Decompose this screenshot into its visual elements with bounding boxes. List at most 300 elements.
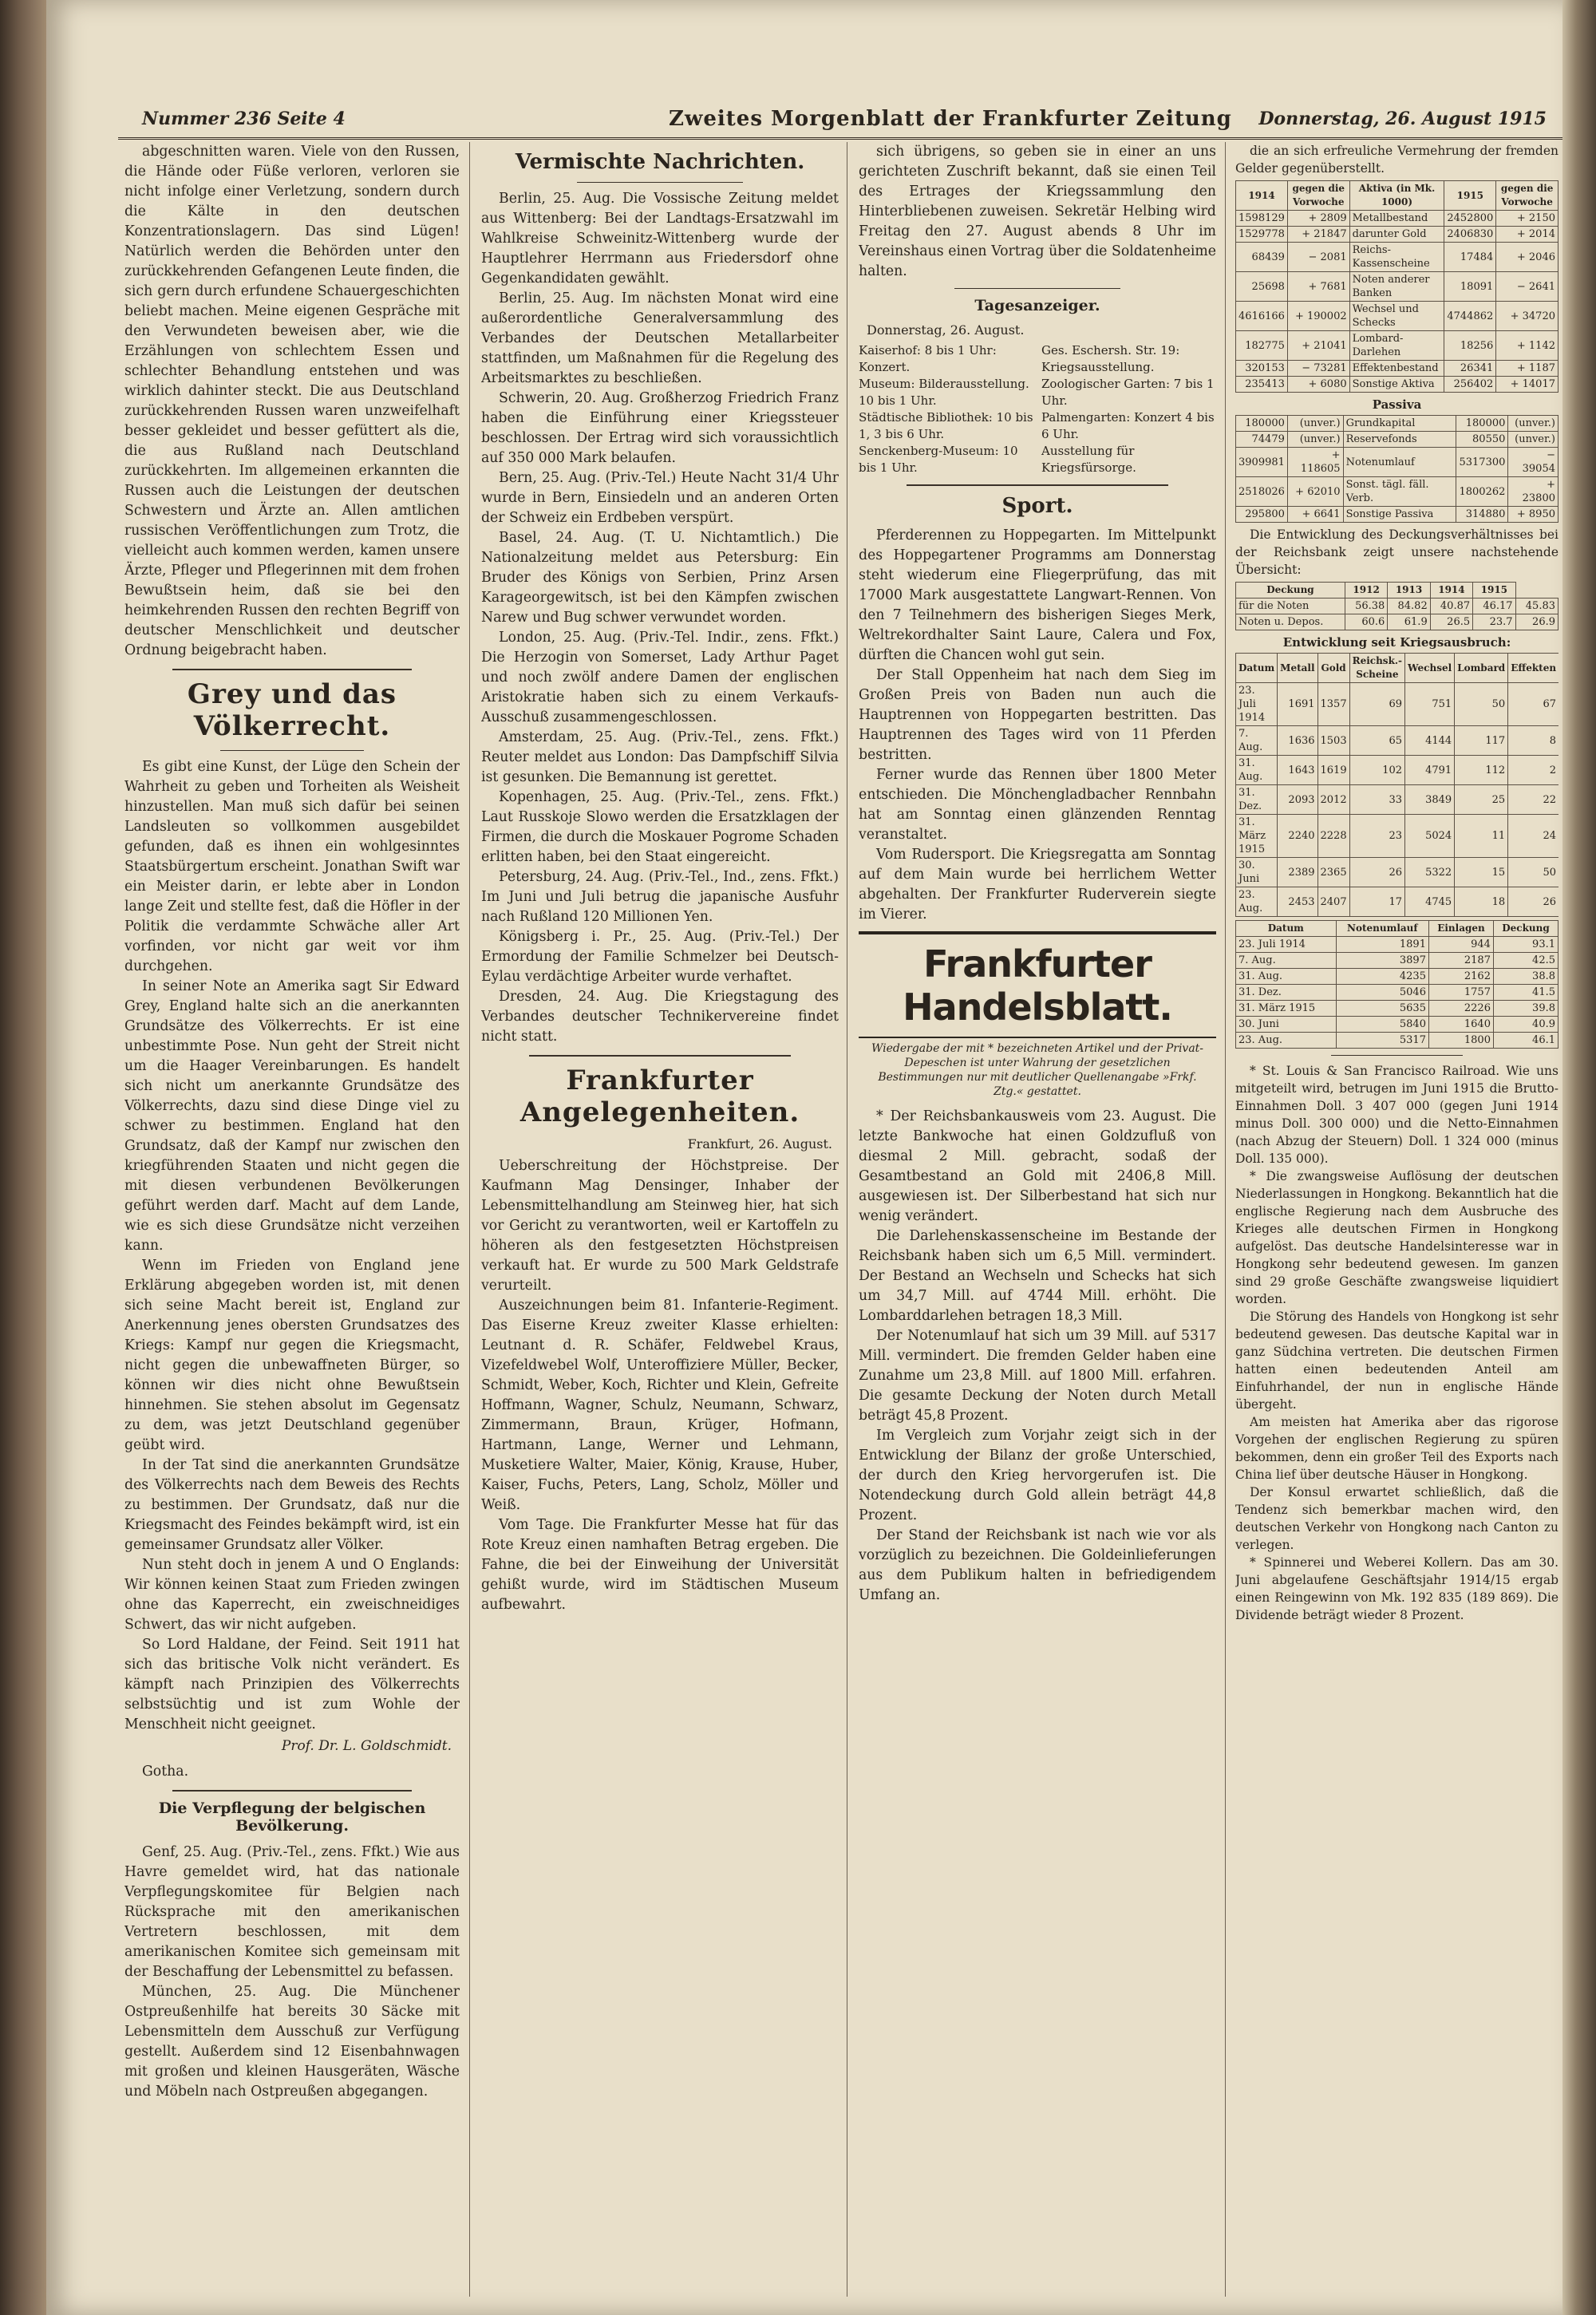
paragraph: sich übrigens, so geben sie in einer an uns gerichteten Zuschrift bekannt, daß sie einen Teil des Ertrages der Kriegssammlung den Hinterbliebenen zuweisen. Sekretär Helbing wird Freitag den 27. August abends 8 Uhr im Vereinshaus einen Vortrag über die Soldatenheime halten.	[859, 144, 1216, 279]
table-cell: 4616166	[1236, 302, 1288, 331]
table-cell: 235413	[1236, 377, 1288, 393]
table-cell: 31. Aug.	[1236, 756, 1278, 785]
coverage-table	[1235, 582, 1558, 630]
table-row	[1236, 985, 1558, 1001]
table-row	[1236, 726, 1559, 756]
column-header: gegen die Vorwoche	[1287, 181, 1349, 211]
column-header: Effekten	[1508, 654, 1558, 683]
listing-row	[859, 342, 1216, 376]
table-cell: 182775	[1236, 331, 1288, 361]
issue-date: Donnerstag, 26. August 1915	[1258, 109, 1547, 129]
table-cell: 38.8	[1493, 969, 1558, 985]
listing-entry: Senckenberg-Museum: 10 bis 1 Uhr.	[859, 444, 1018, 475]
bank-passiva-table	[1235, 415, 1558, 523]
column-rule	[1225, 142, 1226, 2297]
divider	[529, 1055, 791, 1057]
table-cell: + 21041	[1287, 331, 1349, 361]
table-row	[1236, 302, 1558, 331]
news-item: Berlin, 25. Aug. Im nächsten Monat wird eine außerordentliche Generalversammlung des Verbandes der Deutschen Metallarbeiter stattfinden, um Maßnahmen für die Regelung des Arbeitsmarktes zu beschließen.	[481, 290, 839, 386]
table-cell: Noten u. Depos.	[1236, 614, 1345, 630]
table-cell: 1619	[1317, 756, 1349, 785]
column-3	[859, 142, 1216, 2297]
column-header: Deckung	[1493, 921, 1558, 937]
table-cell: 18256	[1444, 331, 1496, 361]
paragraph: Die Darlehenskassenscheine im Bestande der Reichsbank haben sich um 6,5 Mill. vermindert. Der Bestand an Wechseln und Schecks hat sich um 34,7 Mill. auf 4744 Mill. erhöht. Die Lombarddarlehen betragen 18,3 Mill.	[859, 1228, 1216, 1324]
paragraph: Die Entwicklung des Deckungsverhältnisses bei der Reichsbank zeigt unsere nachstehende Übersicht:	[1235, 527, 1558, 577]
table-cell: 1529778	[1236, 227, 1288, 243]
table-cell: 24	[1508, 815, 1558, 858]
table-cell: (unver.)	[1508, 416, 1558, 432]
table-body	[1236, 683, 1559, 917]
table-row	[1236, 448, 1558, 477]
table-cell: 1357	[1317, 683, 1349, 726]
table-cell: 256402	[1444, 377, 1496, 393]
table-cell: 7. Aug.	[1236, 953, 1337, 969]
table-cell: 15	[1455, 858, 1508, 887]
table-cell: 56.38	[1345, 599, 1387, 614]
table-cell: 60.6	[1345, 614, 1387, 630]
column-header: 1914	[1430, 583, 1472, 599]
table-cell: 23. Aug.	[1236, 1033, 1337, 1049]
table-cell: 2365	[1317, 858, 1349, 887]
table-cell: 2389	[1278, 858, 1317, 887]
column-header: 1912	[1345, 583, 1387, 599]
table-cell: 2240	[1278, 815, 1317, 858]
table-row	[1236, 211, 1558, 227]
table-body	[1236, 416, 1558, 523]
table-cell: 2	[1508, 756, 1558, 785]
listing-row	[859, 443, 1216, 476]
table-cell: 23. Aug.	[1236, 887, 1278, 917]
paper-title: Zweites Morgenblatt der Frankfurter Zeitung	[669, 107, 1232, 131]
table-cell: 1800	[1428, 1033, 1493, 1049]
table-row	[1236, 756, 1559, 785]
table-cell: 61.9	[1388, 614, 1430, 630]
table-body	[1236, 599, 1558, 630]
paragraph: * Die zwangsweise Auflösung der deutschen Niederlassungen in Hongkong. Bekanntlich hat die englische Regierung nach dem Ausbruche des Krieges alle deutschen Firmen in Hongkong aufgelöst. Das deutsche Handelsinteresse war in Hongkong sehr bedeutend gewesen. Im ganzen sind 29 große Geschäfte zwangsweise liquidiert worden.	[1235, 1169, 1558, 1306]
table-cell: 31. März 1915	[1236, 815, 1278, 858]
table-cell: + 62010	[1287, 477, 1343, 507]
table-cell: 31. März 1915	[1236, 1001, 1337, 1017]
table-cell: + 2014	[1496, 227, 1558, 243]
table-row	[1236, 377, 1558, 393]
table-row	[1236, 683, 1559, 726]
table-cell: 1800262	[1456, 477, 1508, 507]
table-cell: 320153	[1236, 361, 1288, 377]
listing-row	[859, 376, 1216, 409]
table-cell: 50	[1455, 683, 1508, 726]
table-cell: 84.82	[1388, 599, 1430, 614]
table-cell: 4235	[1336, 969, 1428, 985]
table-caption	[1235, 526, 1558, 579]
news-item: Berlin, 25. Aug. Die Vossische Zeitung meldet aus Wittenberg: Bei der Landtags-Ersatzwahl im Wahlkreise Schweinitz-Wittenberg wurde der Hauptlehrer Herrmann aus Friedersdorf ohne Gegenkandidaten gewählt.	[481, 191, 839, 286]
table-cell: 2452800	[1444, 211, 1496, 227]
table-cell: 18091	[1444, 272, 1496, 302]
table-cell: + 8950	[1508, 507, 1558, 523]
table-cell: 180000	[1236, 416, 1288, 432]
dateline: Donnerstag, 26. August.	[867, 322, 1025, 338]
masthead	[118, 104, 1562, 140]
table-cell: Metallbestand	[1349, 211, 1444, 227]
article-continued	[859, 142, 1216, 282]
table-body	[1236, 937, 1558, 1049]
table-cell: 25698	[1236, 272, 1288, 302]
paragraph: Am meisten hat Amerika aber das rigorose Vorgehen der englischen Regierung zu spüren bekommen, denn ein großer Teil des Exports nach China lief über deutsche Häuser in Hongkong.	[1235, 1415, 1558, 1482]
listing-entry: Städtische Bibliothek: 10 bis 1, 3 bis 6 Uhr.	[859, 410, 1033, 441]
table-cell: 1598129	[1236, 211, 1288, 227]
table-cell: + 14017	[1496, 377, 1558, 393]
newspaper-page	[46, 0, 1562, 2315]
table-cell: 314880	[1456, 507, 1508, 523]
paragraph: So Lord Haldane, der Feind. Seit 1911 hat sich das britische Volk nicht verändert. Es kämpft nach Prinzipien des Völkerrechts selbstsüchtig und ist zum Wohle der Menschheit nicht geeignet.	[124, 1637, 460, 1732]
table-cell: Sonstige Passiva	[1343, 507, 1456, 523]
table-cell: − 39054	[1508, 448, 1558, 477]
paragraph: Es gibt eine Kunst, der Lüge den Schein der Wahrheit zu geben und Torheiten als Weisheit hinzustellen. Man muß sich dafür bei seinen Landsleuten so vollkommen ausgebildet gefunden, daß es ihnen ein wohlgesinntes Staatsbürgertum erscheint. Jonathan Swift war ein Meister darin, er lebte aber in London lange Zeit und stellte fest, daß die Höfler in der Politik die verdammte Schwäche aller Art vorfinden, vor nicht gar weit vor ihm durchgehen.	[124, 759, 460, 974]
table-cell: 5322	[1405, 858, 1455, 887]
column-header: Deckung	[1236, 583, 1345, 599]
development-table	[1235, 653, 1558, 917]
paragraph: Ferner wurde das Rennen über 1800 Meter entschieden. Die Mönchengladbacher Rennbahn hat am Sonntag einen glänzenden Renntag veranstaltet.	[859, 767, 1216, 843]
headline-frankfurter-angelegenheiten: Frankfurter Angelegenheiten.	[519, 1065, 800, 1128]
table-cell: 5024	[1405, 815, 1455, 858]
table-cell: 2407	[1317, 887, 1349, 917]
table-row	[1236, 416, 1558, 432]
table-cell: 117	[1455, 726, 1508, 756]
table-cell: 1640	[1428, 1017, 1493, 1033]
table-cell: 1691	[1278, 683, 1317, 726]
news-item: Schwerin, 20. Aug. Großherzog Friedrich Franz haben die Einführung einer Kriegssteuer beschlossen. Der Ertrag wird sich voraussichtlich auf 350 000 Mark belaufen.	[481, 390, 839, 466]
column-header: Notenumlauf	[1336, 921, 1428, 937]
column-2	[481, 142, 839, 2297]
article-belgian	[124, 1843, 460, 2102]
listing-entry: Ausstellung für Kriegsfürsorge.	[1041, 444, 1136, 475]
paragraph: * Der Reichsbankausweis vom 23. August. Die letzte Bankwoche hat einen Goldzufluß von diesmal 2 Mill. gebracht, sodaß der Gesamtbestand an Gold mit 2406,8 Mill. ausgewiesen ist. Der Silberbestand hat sich nur wenig verändert.	[859, 1108, 1216, 1224]
table-cell: 3897	[1336, 953, 1428, 969]
article-grey	[124, 757, 460, 1735]
table-cell: (unver.)	[1287, 416, 1343, 432]
table-cell: + 2046	[1496, 243, 1558, 272]
table-cell: 68439	[1236, 243, 1288, 272]
table-cell: 2453	[1278, 887, 1317, 917]
table-cell: + 23800	[1508, 477, 1558, 507]
listing-row	[859, 409, 1216, 443]
table-row	[1236, 227, 1558, 243]
column-header: Wechsel	[1405, 654, 1455, 683]
table-cell: 5635	[1336, 1001, 1428, 1017]
table-cell: + 6641	[1287, 507, 1343, 523]
table-cell: 11	[1455, 815, 1508, 858]
listing-entry: Palmengarten: Konzert 4 bis 6 Uhr.	[1041, 410, 1215, 441]
table-row	[1236, 858, 1559, 887]
table-row	[1236, 243, 1558, 272]
table-cell: + 34720	[1496, 302, 1558, 331]
table-row	[1236, 432, 1558, 448]
divider	[172, 1790, 412, 1792]
table-cell: 5840	[1336, 1017, 1428, 1033]
table-cell: 40.87	[1430, 599, 1472, 614]
book-spine	[0, 0, 46, 2315]
paragraph: Der Stand der Reichsbank ist nach wie vor als vorzüglich zu bezeichnen. Die Goldeinlieferungen aus dem Publikum halten in befriedigendem Umfang an.	[859, 1527, 1216, 1603]
news-item: Amsterdam, 25. Aug. (Priv.-Tel., zens. Ffkt.) Reuter meldet aus London: Das Dampfschiff Silvia ist gesunken. Die Bemannung ist gerettet.	[481, 729, 839, 785]
table-cell: Wechsel und Schecks	[1349, 302, 1444, 331]
page-edge	[1562, 0, 1596, 2315]
table-cell: (unver.)	[1287, 432, 1343, 448]
headline-belgian: Die Verpflegung der belgischen Bevölkerung.	[158, 1799, 426, 1835]
headline-tagesanzeiger: Tagesanzeiger.	[974, 297, 1100, 314]
paragraph: Der Stall Oppenheim hat nach dem Sieg im Großen Preis von Baden nun auch die Hauptrennen von Hoppegarten bestritten. Das Hauptrennen des Tages wird von 11 Pferden bestritten.	[859, 667, 1216, 763]
column-header: Datum	[1236, 654, 1278, 683]
table-cell: − 73281	[1287, 361, 1349, 377]
listing-entry: Zoologischer Garten: 7 bis 1 Uhr.	[1041, 377, 1215, 408]
table-cell: 3849	[1405, 785, 1455, 815]
table-cell: 80550	[1456, 432, 1508, 448]
table-cell: 4745	[1405, 887, 1455, 917]
table-cell: 39.8	[1493, 1001, 1558, 1017]
table-cell: 2228	[1317, 815, 1349, 858]
table-cell: + 2150	[1496, 211, 1558, 227]
table-cell: 30. Juni	[1236, 1017, 1337, 1033]
table-cell: Sonst. tägl. fäll. Verb.	[1343, 477, 1456, 507]
table-cell: 26	[1349, 858, 1404, 887]
table-cell: + 21847	[1287, 227, 1349, 243]
column-header: Lombard	[1455, 654, 1508, 683]
table-row	[1236, 887, 1559, 917]
table-cell: 4791	[1405, 756, 1455, 785]
event-listing	[859, 342, 1216, 476]
table-cell: 23	[1349, 815, 1404, 858]
table-cell: 41.5	[1493, 985, 1558, 1001]
article-reichsbank	[859, 1107, 1216, 1606]
article-vermischte	[481, 189, 839, 1047]
table-cell: Lombard-Darlehen	[1349, 331, 1444, 361]
table-cell: − 2641	[1496, 272, 1558, 302]
table-row	[1236, 953, 1558, 969]
table-cell: 1636	[1278, 726, 1317, 756]
paragraph: Wenn im Frieden von England jene Erklärung abgegeben worden ist, mit denen sich seine Macht bereit ist, England zur Anerkennung jenes obersten Grundsatzes des Kriegs: Kampf nur gegen die Kriegsmacht, nicht gegen die unbewaffneten Bürger, so können wir dies nicht ohne Bewußtsein hinnehmen. Sie stehen absolut im Gegensatz zu dem, was jetzt Deutschland gegenüber geübt wird.	[124, 1258, 460, 1453]
divider	[1331, 1055, 1463, 1056]
table-cell: 17	[1349, 887, 1404, 917]
column-header: 1915	[1444, 181, 1496, 211]
paragraph: München, 25. Aug. Die Münchener Ostpreußenhilfe hat bereits 30 Säcke mit Lebensmitteln dem Ausschuß zur Verfügung gestellt. Außerdem sind 12 Eisenbahnwagen mit großen und kleinen Hausgeräten, Wäsche und Möbeln nach Ostpreußen abgegangen.	[124, 1984, 460, 2100]
table-row	[1236, 599, 1558, 614]
table-title: Entwicklung seit Kriegsausbruch:	[1282, 635, 1511, 650]
table-cell: 25	[1455, 785, 1508, 815]
table-cell: + 7681	[1287, 272, 1349, 302]
news-item: Königsberg i. Pr., 25. Aug. (Priv.-Tel.) Der Ermordung der Familie Schmelzer bei Deutsch-Eylau verdächtige Arbeiter wurde verhaftet.	[481, 929, 839, 985]
table-cell: Effektenbestand	[1349, 361, 1444, 377]
paragraph: Die Störung des Handels von Hongkong ist sehr bedeutend gewesen. Das deutsche Kapital war in ganz Südchina vertreten. Die deutschen Firmen hatten einen bedeutenden Anteil am Einfuhrhandel, der nun in englische Hände übergeht.	[1235, 1310, 1558, 1412]
table-cell: 23.7	[1473, 614, 1515, 630]
table-header-row	[1236, 654, 1559, 683]
table-cell: 2012	[1317, 785, 1349, 815]
table-header-row	[1236, 181, 1558, 211]
table-row	[1236, 815, 1559, 858]
article-text	[124, 142, 460, 661]
table-cell: 1757	[1428, 985, 1493, 1001]
headline-vermischte: Vermischte Nachrichten.	[515, 150, 805, 174]
table-cell: 50	[1508, 858, 1558, 887]
divider	[577, 182, 743, 183]
table-cell: 5046	[1336, 985, 1428, 1001]
table-cell: Reservefonds	[1343, 432, 1456, 448]
table-cell: + 1187	[1496, 361, 1558, 377]
news-item: Dresden, 24. Aug. Die Kriegstagung des Verbandes deutscher Technikervereine findet nicht statt.	[481, 989, 839, 1045]
table-cell: 26.5	[1430, 614, 1472, 630]
paragraph: Ueberschreitung der Höchstpreise. Der Kaufmann Mag Densinger, Inhaber der Lebensmittelhandlung am Steinweg hier, hat sich vor Gericht zu verantworten, weil er Kartoffeln zu höheren als den festgesetzten Höchstpreisen verkauft hat. Er wurde zu 500 Mark Geldstrafe verurteilt.	[481, 1158, 839, 1294]
table-body	[1236, 211, 1558, 393]
article-continued	[1235, 142, 1558, 177]
table-cell: 31. Aug.	[1236, 969, 1337, 985]
table-cell: Sonstige Aktiva	[1349, 377, 1444, 393]
notes-table	[1235, 920, 1558, 1049]
table-cell: 1503	[1317, 726, 1349, 756]
listing-entry: Kaiserhof: 8 bis 1 Uhr: Konzert.	[859, 343, 997, 374]
table-row	[1236, 1001, 1558, 1017]
table-cell: 4144	[1405, 726, 1455, 756]
paragraph: die an sich erfreuliche Vermehrung der fremden Gelder gegenüberstellt.	[1235, 144, 1558, 176]
table-cell: 1891	[1336, 937, 1428, 953]
paragraph: * St. Louis & San Francisco Railroad. Wie uns mitgeteilt wird, betrugen im Juni 1915 die Brutto-Einnahmen Doll. 3 407 000 (gegen Juni 1914 minus Doll. 300 000) und die Netto-Einnahmen (nach Abzug der Steuern) Doll. 1 324 000 (minus Doll. 135 000).	[1235, 1064, 1558, 1166]
table-header-row	[1236, 583, 1558, 599]
column-4	[1235, 142, 1558, 2297]
column-header: Datum	[1236, 921, 1337, 937]
table-cell: 2187	[1428, 953, 1493, 969]
table-cell: 180000	[1456, 416, 1508, 432]
table-cell: + 118605	[1287, 448, 1343, 477]
table-cell: 30. Juni	[1236, 858, 1278, 887]
table-cell: 102	[1349, 756, 1404, 785]
copyright-note: Wiedergabe der mit * bezeichneten Artikel und der Privat-Depeschen ist unter Wahrung der gesetzlichen Bestimmungen nur mit deutlicher Quellenangabe »Frkf. Ztg.« gestattet.	[871, 1042, 1204, 1098]
paragraph: In seiner Note an Amerika sagt Sir Edward Grey, England halte sich an die anerkannten Grundsätze des Völkerrechts. Er ist eine unbestimmte Pose. Nun geht der Streit nicht um die Haager Vereinbarungen. Es handelt sich nicht um anerkannte Grundsätze des Völkerrechts, dazu sind diese Dinge viel zu schwer zu bestimmen. England hat den Grundsatz, daß der Kampf nur zwischen den kriegführenden Staaten und nicht gegen die mit diesen verbundenen Bevölkerungen geführt werden darf. Macht auf dem Lande, wie es sich diese Grundsätze nicht verzeihen kann.	[124, 978, 460, 1254]
table-row	[1236, 1017, 1558, 1033]
page-number: Nummer 236 Seite 4	[142, 109, 346, 129]
paragraph: Auszeichnungen beim 81. Infanterie-Regiment. Das Eiserne Kreuz zweiter Klasse erhielten: Leutnant d. R. Schäfer, Feldwebel Kraus, Vizefeldwebel Wolf, Unteroffiziere Müller, Becker, Schmidt, Weber, Koch, Richter und Klein, Gefreite Hoffmann, Wagner, Schulz, Neumann, Schwarz, Zimmermann, Braun, Krüger, Hofmann, Hartmann, Lange, Werner und Lehmann, Musketiere Walter, Maier, König, Krause, Huber, Kaiser, Fuchs, Peters, Lang, Scholz, Möller und Weiß.	[481, 1298, 839, 1513]
table-cell: 8	[1508, 726, 1558, 756]
column-header: Metall	[1278, 654, 1317, 683]
table-cell: 40.9	[1493, 1017, 1558, 1033]
table-cell: 31. Dez.	[1236, 985, 1337, 1001]
table-row	[1236, 1033, 1558, 1049]
table-cell: 112	[1455, 756, 1508, 785]
listing-entry: Ges. Eschersh. Str. 19: Kriegsausstellung.	[1041, 343, 1180, 374]
paragraph: Pferderennen zu Hoppegarten. Im Mittelpunkt des Hoppegartener Programms am Donnerstag steht wiederum eine Fliegerprüfung, das mit 17000 Mark ausgestattete Langwart-Rennen. Von den 7 Teilnehmern des bisherigen Sieges Merk, Weltrekordhalter Saint Laure, Calera und Fox, dürften die Chancen wohl gut sein.	[859, 527, 1216, 663]
divider	[954, 288, 1120, 289]
table-cell: 7. Aug.	[1236, 726, 1278, 756]
news-item: Petersburg, 24. Aug. (Priv.-Tel., Ind., zens. Ffkt.) Im Juni und Juli betrug die japanische Ausfuhr nach Rußland 120 Millionen Yen.	[481, 869, 839, 925]
paragraph: Nun steht doch in jenem A und O Englands: Wir können keinen Staat zum Frieden zwingen ohne das Kaperrecht, ein zweischneidiges Schwert, das wir nicht aufgeben.	[124, 1557, 460, 1633]
table-cell: für die Noten	[1236, 599, 1345, 614]
table-cell: Notenumlauf	[1343, 448, 1456, 477]
column-header: Reichsk.-Scheine	[1349, 654, 1404, 683]
table-row	[1236, 361, 1558, 377]
table-cell: 42.5	[1493, 953, 1558, 969]
table-cell: 31. Dez.	[1236, 785, 1278, 815]
paragraph: Im Vergleich zum Vorjahr zeigt sich in der Entwicklung der Bilanz der große Unterschied, der durch den Krieg hervorgerufen ist. Die Notendeckung durch Gold allein beträgt 44,8 Prozent.	[859, 1428, 1216, 1523]
table-cell: 2518026	[1236, 477, 1288, 507]
table-cell: 2406830	[1444, 227, 1496, 243]
article-financial-news	[1235, 1062, 1558, 1624]
table-cell: darunter Gold	[1349, 227, 1444, 243]
paragraph: In der Tat sind die anerkannten Grundsätze des Völkerrechts nach dem Beweis des Rechts zu bestimmen. Der Grundsatz, daß nur die Kriegsmacht des Feindes bekämpft wird, ist ein gemeinsamer Grundsatz aller Völker.	[124, 1457, 460, 1553]
paragraph: Vom Tage. Die Frankfurter Messe hat für das Rote Kreuz einen namhaften Betrag ergeben. Die Fahne, die bei der Einweihung der Universität gehißt wurde, wird im Städtischen Museum aufbewahrt.	[481, 1517, 839, 1613]
table-cell: − 2081	[1287, 243, 1349, 272]
table-row	[1236, 969, 1558, 985]
paragraph: Der Konsul erwartet schließlich, daß die Tendenz sich bemerkbar machen wird, den deutschen Verkehr von Hongkong nach Canton zu verlegen.	[1235, 1485, 1558, 1552]
divider	[220, 750, 364, 751]
table-row	[1236, 477, 1558, 507]
dateline: Frankfurt, 26. August.	[687, 1136, 832, 1152]
listing-entry: Museum: Bilderausstellung. 10 bis 1 Uhr.	[859, 377, 1029, 408]
table-cell: (unver.)	[1508, 432, 1558, 448]
table-cell: 751	[1405, 683, 1455, 726]
headline-sport: Sport.	[1001, 494, 1073, 518]
news-item: Kopenhagen, 25. Aug. (Priv.-Tel., zens. Ffkt.) Laut Russkoje Slowo werden die Ersatzklagen der Firmen, die durch die Moskauer Pogrome Schaden erlitten haben, bei den Staat eingereicht.	[481, 789, 839, 865]
paragraph: Genf, 25. Aug. (Priv.-Tel., zens. Ffkt.) Wie aus Havre gemeldet wird, hat das nationale Verpflegungskomitee für Belgien nach Rücksprache mit den amerikanischen Vertretern beschlossen, mit dem amerikanischen Komitee sich gemeinsam mit der Beschaffung der Lebensmittel zu befassen.	[124, 1844, 460, 1980]
table-cell: 5317300	[1456, 448, 1508, 477]
column-header: Einlagen	[1428, 921, 1493, 937]
table-cell: Reichs-Kassenscheine	[1349, 243, 1444, 272]
table-cell: 74479	[1236, 432, 1288, 448]
table-row	[1236, 614, 1558, 630]
table-row	[1236, 331, 1558, 361]
article-sport	[859, 526, 1216, 925]
table-cell: + 1142	[1496, 331, 1558, 361]
column-rule	[469, 142, 470, 2297]
table-cell: 3909981	[1236, 448, 1288, 477]
table-cell: 93.1	[1493, 937, 1558, 953]
news-item: London, 25. Aug. (Priv.-Tel. Indir., zens. Ffkt.) Die Herzogin von Somerset, Lady Arthur Paget und noch zwölf andere Damen der englischen Aristokratie haben sich zu einem Verkaufs-Ausschuß zusammengeschlossen.	[481, 630, 839, 725]
table-cell: 46.1	[1493, 1033, 1558, 1049]
table-cell: 17484	[1444, 243, 1496, 272]
table-cell: 69	[1349, 683, 1404, 726]
column-header: 1915	[1473, 583, 1515, 599]
column-header: Aktiva (in Mk. 1000)	[1349, 181, 1444, 211]
table-cell: 295800	[1236, 507, 1288, 523]
table-cell: 18	[1455, 887, 1508, 917]
table-cell: 23. Juli 1914	[1236, 683, 1278, 726]
column-header: 1913	[1388, 583, 1430, 599]
divider	[907, 484, 1168, 486]
section-title-handelsblatt: Frankfurter Handelsblatt.	[859, 931, 1216, 1038]
table-cell: Grundkapital	[1343, 416, 1456, 432]
table-cell: 46.17	[1473, 599, 1515, 614]
column-header: Gold	[1317, 654, 1349, 683]
place-line: Gotha.	[142, 1764, 189, 1780]
table-row	[1236, 272, 1558, 302]
table-cell: 26341	[1444, 361, 1496, 377]
news-item: Bern, 25. Aug. (Priv.-Tel.) Heute Nacht 31/4 Uhr wurde in Bern, Einsiedeln und an anderen Orten der Schweiz ein Erdbeben verspürt.	[481, 470, 839, 526]
table-cell: 26	[1508, 887, 1558, 917]
paragraph: abgeschnitten waren. Viele von den Russen, die Hände oder Füße verloren, verloren sie nicht infolge einer Verletzung, sondern durch die Kälte in den deutschen Konzentrationslagern. Das sind Lügen! Natürlich werden die Behörden unter den zurückkehrenden Gefangenen Leute finden, die sich gern durch erfundene Schauergeschichten beliebt machen. Meine eigenen Gespräche mit den Verwundeten beweisen aber, wie die Erzählungen von schlechtem Essen und schlechter Behandlung entstehen und was wirklich dahinter steckt. Die aus Deutschland zurückkehrenden Russen waren unzweifelhaft besser gekleidet und besser gefüttert als die, die aus Rußland nach Deutschland zurückkehrten. Im allgemeinen erkannten die Russen auch die Leistungen der deutschen Schwestern und Ärzte an. Allen amtlichen russischen Veröffentlichungen zum Trotz, die vielleicht auch kommen werden, kamen unsere Ärzte, Pfleger und Pflegerinnen mit dem frohen Bewußtsein heim, daß sie bei den heimkehrenden Russen den rechten Begriff von deutscher Menschlichkeit und deutscher Ordnung beigebracht haben.	[124, 144, 460, 658]
table-cell: + 2809	[1287, 211, 1349, 227]
column-header: 1914	[1236, 181, 1288, 211]
table-cell: 26.9	[1515, 614, 1558, 630]
table-cell: + 6080	[1287, 377, 1349, 393]
paragraph: Vom Rudersport. Die Kriegsregatta am Sonntag auf dem Main wurde bei herrlichem Wetter abgehalten. Der Frankfurter Ruderverein siegte im Vierer.	[859, 847, 1216, 922]
column-1	[124, 142, 460, 2297]
table-cell: 23. Juli 1914	[1236, 937, 1337, 953]
table-row	[1236, 937, 1558, 953]
table-cell: 1643	[1278, 756, 1317, 785]
table-cell: 67	[1508, 683, 1558, 726]
table-cell: 2226	[1428, 1001, 1493, 1017]
article-frankfurt	[481, 1156, 839, 1615]
table-cell: 944	[1428, 937, 1493, 953]
table-row	[1236, 507, 1558, 523]
table-header-row	[1236, 921, 1558, 937]
divider	[172, 669, 412, 670]
table-cell: 22	[1508, 785, 1558, 815]
